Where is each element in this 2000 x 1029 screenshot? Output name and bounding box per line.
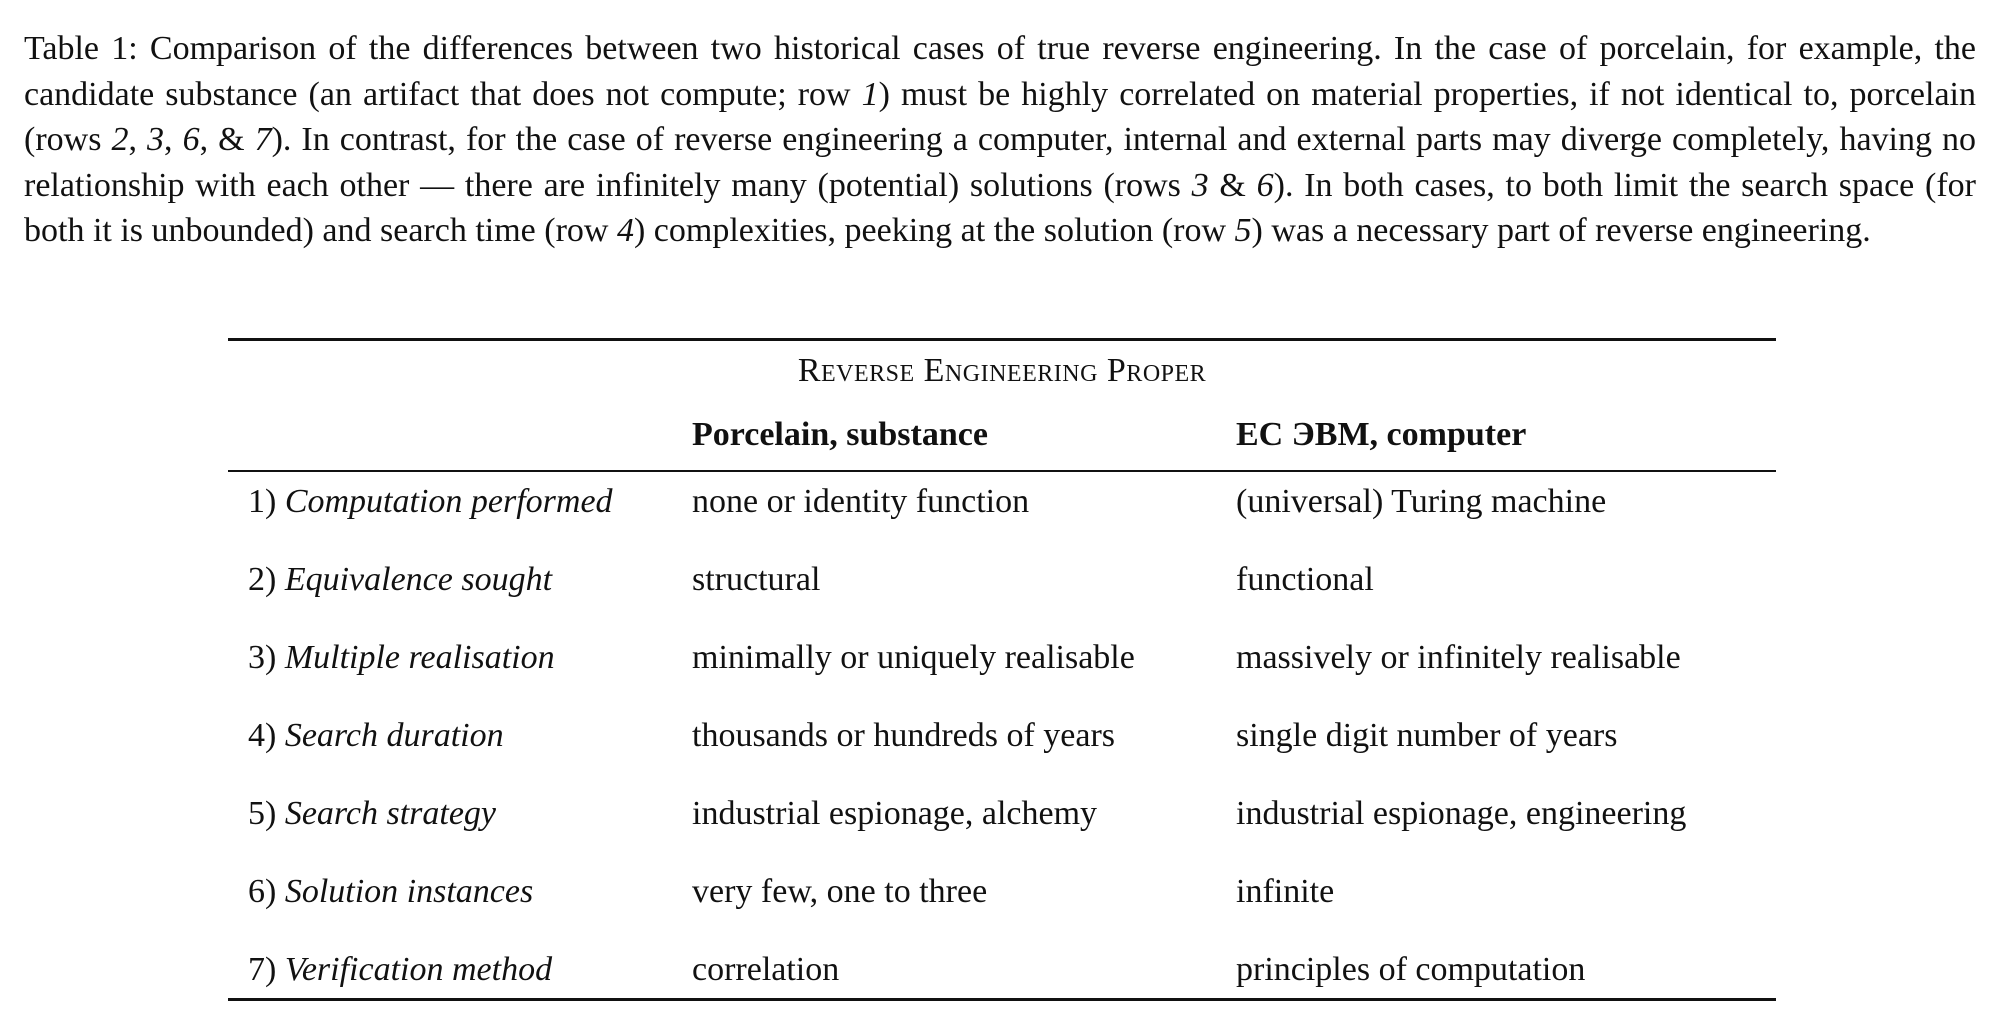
row-label xyxy=(248,873,533,911)
row-name: Search duration xyxy=(284,717,504,754)
row-label xyxy=(248,951,552,989)
table-row xyxy=(228,639,1776,699)
row-label xyxy=(248,717,504,755)
caption-segment: 6 xyxy=(182,121,200,158)
computer-cell: industrial espionage, engineering xyxy=(1236,795,1687,832)
row-number: 2) xyxy=(248,561,277,598)
row-name: Multiple realisation xyxy=(284,639,555,676)
computer-cell: functional xyxy=(1236,561,1374,598)
caption-segment: , xyxy=(164,121,183,158)
caption-segment: , & xyxy=(199,121,255,158)
porcelain-cell: correlation xyxy=(692,951,840,988)
row-number: 1) xyxy=(248,483,277,520)
table-row xyxy=(228,795,1776,855)
caption-segment: 6 xyxy=(1256,166,1274,204)
caption-segment: ). In contrast, for the case of reverse engineering a computer, internal and external parts may diverge completely, having no relationship with each other — there are infinitely many (potential) solutions (rows xyxy=(24,121,1977,204)
caption-segment: & xyxy=(1208,166,1257,204)
caption-segment: 4 xyxy=(616,212,634,249)
caption-segment: 7 xyxy=(254,121,272,158)
row-label xyxy=(248,795,496,833)
row-name: Verification method xyxy=(284,951,553,988)
caption-segment: 3 xyxy=(147,121,165,158)
computer-cell: massively or infinitely realisable xyxy=(1236,639,1681,676)
table-row xyxy=(228,483,1776,543)
caption-segment: ) was a necessary part of reverse engineering. xyxy=(1251,212,1871,249)
table-super-header: Reverse Engineering Proper xyxy=(797,352,1207,389)
caption-segment: 5 xyxy=(1234,212,1252,249)
row-label xyxy=(248,561,552,599)
computer-cell: principles of computation xyxy=(1236,951,1586,988)
row-name: Solution instances xyxy=(284,873,534,910)
row-label xyxy=(248,639,555,677)
table-row xyxy=(228,561,1776,621)
porcelain-cell: industrial espionage, alchemy xyxy=(692,795,1098,832)
row-name: Search strategy xyxy=(284,795,497,832)
table-row xyxy=(228,873,1776,933)
row-name: Equivalence sought xyxy=(284,561,553,598)
caption-label: Table 1: xyxy=(24,30,138,67)
row-number: 7) xyxy=(248,951,277,988)
porcelain-cell: thousands or hundreds of years xyxy=(692,717,1116,754)
porcelain-cell: none or identity function xyxy=(692,483,1030,520)
row-number: 4) xyxy=(248,717,277,754)
caption-segment: 2 xyxy=(111,121,129,158)
row-name: Computation performed xyxy=(284,483,613,520)
row-number: 6) xyxy=(248,873,277,910)
table-bottom-rule xyxy=(228,998,1776,1001)
row-label xyxy=(248,483,613,521)
column-header-computer: ЕС ЭВМ, computer xyxy=(1236,416,1527,453)
porcelain-cell: very few, one to three xyxy=(692,873,988,910)
computer-cell: single digit number of years xyxy=(1236,717,1618,754)
column-header-porcelain: Porcelain, substance xyxy=(692,416,988,453)
caption-segment: 3 xyxy=(1191,166,1209,204)
table-row xyxy=(228,951,1776,1011)
computer-cell: infinite xyxy=(1236,873,1335,910)
caption-segment: ) complexities, peeking at the solution (row xyxy=(633,212,1235,249)
porcelain-cell: minimally or uniquely realisable xyxy=(692,639,1135,676)
row-number: 5) xyxy=(248,795,277,832)
table-top-rule xyxy=(228,338,1776,341)
table-header-rule xyxy=(228,470,1776,472)
caption-segment: Comparison of the differences between two historical cases of true reverse engineering. In the case of porcelain, for example, the candidate substance (an artifact that does not compute; row xyxy=(24,30,1977,113)
computer-cell: (universal) Turing machine xyxy=(1236,483,1607,520)
table-caption xyxy=(24,26,1976,254)
caption-segment: 1 xyxy=(861,75,879,113)
row-number: 3) xyxy=(248,639,277,676)
caption-segment: ) must be highly correlated on material properties, if not identical to, porcelain (rows xyxy=(24,75,1976,158)
caption-segment: ). In both cases, to both limit the search space (for both it is unbounded) and search time (row xyxy=(24,166,1976,249)
porcelain-cell: structural xyxy=(692,561,821,598)
caption-segment: , xyxy=(128,121,148,158)
table-row xyxy=(228,717,1776,777)
